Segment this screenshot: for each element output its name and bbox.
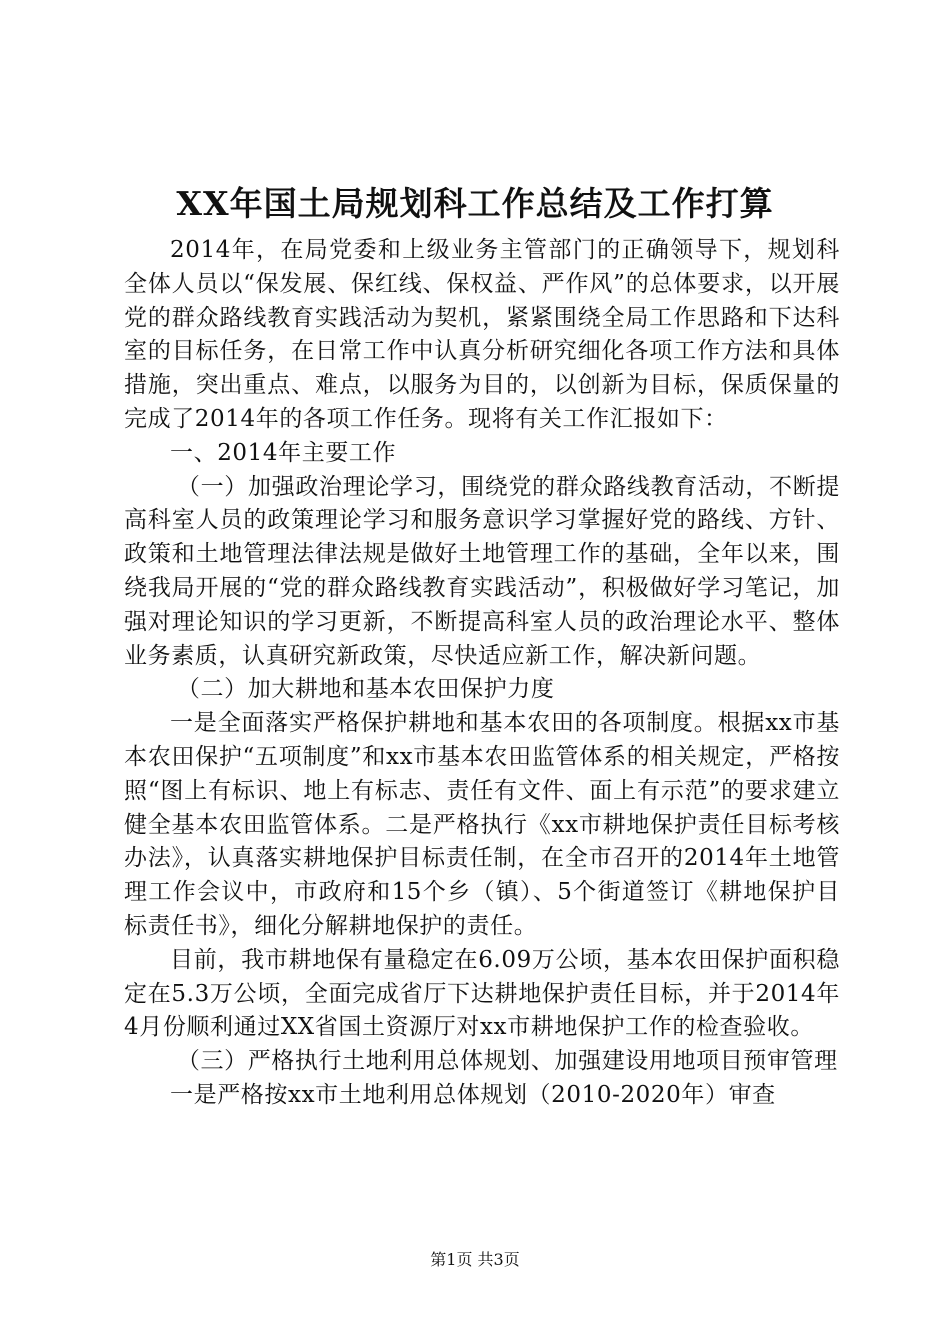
document-body — [124, 234, 840, 1113]
document-title: XX年国土局规划科工作总结及工作打算 — [176, 184, 774, 223]
page-footer: 第1页 共3页 — [430, 1250, 520, 1269]
paragraph-intro: 2014年，在局党委和上级业务主管部门的正确领导下，规划科全体人员以“保发展、保红线、保权益、严作风”的总体要求，以开展党的群众路线教育实践活动为契机，紧紧围绕全局工作思路和下达科室的目标任务，在日常工作中认真分析研究细化各项工作方法和具体措施，突出重点、难点，以服务为目的，以创新为目标，保质保量的完成了2014年的各项工作任务。现将有关工作汇报如下： — [124, 237, 840, 432]
section-heading-main-work: 一、2014年主要工作 — [170, 439, 397, 466]
paragraph-land-planning: 一是严格按xx市土地利用总体规划（2010-2020年）审查 — [170, 1081, 776, 1108]
paragraph-farmland-measures: 一是全面落实严格保护耕地和基本农田的各项制度。根据xx市基本农田保护“五项制度”和xx市基本农田监管体系的相关规定，严格按照“图上有标识、地上有标志、责任有文件、面上有示范”的要求建立健全基本农田监管体系。二是严格执行《xx市耕地保护责任目标考核办法》，认真落实耕地保护目标责任制，在全市召开的2014年土地管理工作会议中，市政府和15个乡（镇）、5个街道签订《耕地保护目标责任书》，细化分解耕地保护的责任。 — [124, 710, 840, 939]
subsection-political-study: （一）加强政治理论学习，围绕党的群众路线教育活动，不断提高科室人员的政策理论学习和服务意识学习掌握好党的路线、方针、政策和土地管理法律法规是做好土地管理工作的基础，全年以来，围绕我局开展的“党的群众路线教育实践活动”，积极做好学习笔记，加强对理论知识的学习更新，不断提高科室人员的政治理论水平、整体业务素质，认真研究新政策，尽快适应新工作，解决新问题。 — [124, 473, 840, 669]
subsection-heading-farmland-protection: （二）加大耕地和基本农田保护力度 — [176, 676, 555, 703]
subsection-heading-land-planning: （三）严格执行土地利用总体规划、加强建设用地项目预审管理 — [176, 1048, 838, 1075]
paragraph-farmland-status: 目前，我市耕地保有量稳定在6.09万公顷，基本农田保护面积稳定在5.3万公顷，全面完成省厅下达耕地保护责任目标，并于2014年4月份顺利通过XX省国土资源厅对xx市耕地保护工作的检查验收。 — [124, 946, 840, 1041]
